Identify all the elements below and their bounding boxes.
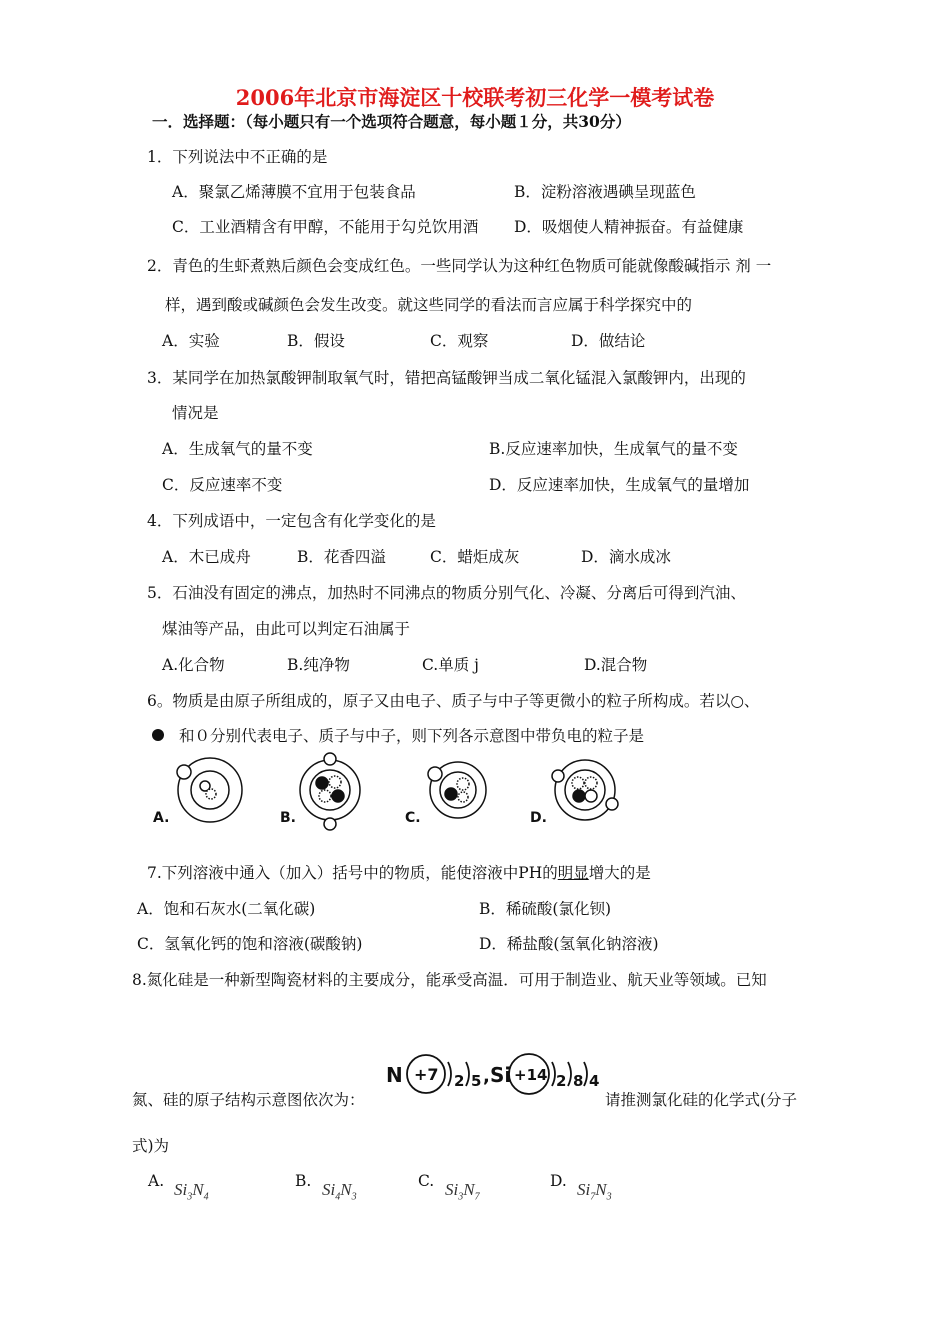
q8-stem-line2-start: 氮、硅的原子结构示意图依次为： bbox=[132, 1091, 365, 1109]
silicon-shell-3: 4 bbox=[589, 1072, 600, 1090]
q8-option-c-label: C. bbox=[418, 1172, 435, 1190]
q3-stem-line2: 情况是 bbox=[172, 404, 219, 422]
diagram-label-d: D. bbox=[530, 810, 547, 826]
q7-option-b: B．稀硫酸(氯化钡) bbox=[479, 900, 611, 918]
q5-stem-line1: 5．石油没有固定的沸点，加热时不同沸点的物质分别气化、冷凝、分离后可得到汽油、 bbox=[147, 584, 746, 602]
proton-dot-icon bbox=[152, 729, 164, 741]
q5-stem-line2: 煤油等产品，由此可以判定石油属于 bbox=[162, 620, 411, 638]
q2-stem-line2: 样，遇到酸或碱颜色会发生改变。就这些同学的看法而言应属于科学探究中的 bbox=[165, 296, 693, 314]
q4-option-d: D．滴水成冰 bbox=[581, 548, 671, 566]
q8-option-a-formula: $Si_3N_4$ bbox=[174, 1180, 209, 1203]
q8-option-c-formula: $Si_3N_7$ bbox=[445, 1180, 480, 1203]
q2-option-c: C．观察 bbox=[430, 332, 489, 350]
q1-option-d: D．吸烟使人精神振奋。有益健康 bbox=[514, 218, 744, 236]
nitrogen-symbol: N bbox=[386, 1063, 403, 1087]
q8-option-d-label: D. bbox=[550, 1172, 567, 1190]
q5-option-b: B.纯净物 bbox=[287, 656, 350, 674]
q3-stem-line1: 3．某同学在加热氯酸钾制取氧气时，错把高锰酸钾当成二氧化锰混入氯酸钾内，出现的 bbox=[147, 369, 746, 387]
atom-diagrams bbox=[150, 752, 650, 834]
q7-option-a: A．饱和石灰水(二氧化碳) bbox=[137, 900, 316, 918]
diagram-label-a: A. bbox=[153, 810, 170, 826]
silicon-shell-1: 2 bbox=[556, 1072, 567, 1090]
atomic-structure-diagram bbox=[384, 1050, 604, 1100]
q1-option-a: A．聚氯乙烯薄膜不宜用于包装食品 bbox=[172, 183, 416, 201]
q7-stem-start: 7.下列溶液中通入（加入）括号中的物质，能使溶液中PH的 bbox=[147, 864, 558, 882]
atom-diagram-d bbox=[552, 760, 618, 820]
q2-option-b: B．假设 bbox=[287, 332, 345, 350]
q8-option-b-formula: $Si_4N_3$ bbox=[322, 1180, 357, 1203]
diagram-label-c: C. bbox=[405, 810, 421, 826]
section-heading: 一．选择题：（每小题只有一个选项符合题意，每小题１分，共30分） bbox=[152, 112, 631, 131]
q7-stem-underlined: 明显 bbox=[557, 864, 589, 882]
page-title: 2006年北京市海淀区十校联考初三化学一模考试卷 bbox=[235, 85, 715, 110]
q4-stem: 4．下列成语中，一定包含有化学变化的是 bbox=[147, 512, 436, 530]
q4-option-b: B．花香四溢 bbox=[297, 548, 386, 566]
q8-option-d-formula: $Si_7N_3$ bbox=[577, 1180, 612, 1203]
q8-stem-line2-end: 请推测氯化硅的化学式(分子 bbox=[605, 1091, 798, 1109]
nitrogen-nucleus-charge: +7 bbox=[414, 1065, 439, 1084]
q3-option-a: A．生成氧气的量不变 bbox=[162, 440, 313, 458]
q5-option-a: A.化合物 bbox=[162, 656, 225, 674]
atom-diagram-b bbox=[300, 753, 360, 830]
q8-option-a-label: A. bbox=[148, 1172, 165, 1190]
atom-diagram-a bbox=[177, 758, 242, 822]
q6-stem-line1: 6。物质是由原子所组成的，原子又由电子、质子与中子等更微小的粒子所构成。若以○、 bbox=[147, 692, 760, 710]
q1-stem: 1．下列说法中不正确的是 bbox=[147, 148, 328, 166]
q2-stem-line1: 2．青色的生虾煮熟后颜色会变成红色。一些同学认为这种红色物质可能就像酸碱指示 剂 一 bbox=[147, 257, 772, 275]
q5-option-d: D.混合物 bbox=[584, 656, 648, 674]
nitrogen-shell-1: 2 bbox=[454, 1072, 465, 1090]
q5-option-c: C.单质 j bbox=[422, 656, 479, 674]
diagram-separator: , bbox=[483, 1066, 490, 1087]
q3-option-b: B.反应速率加快，生成氧气的量不变 bbox=[489, 440, 738, 458]
nitrogen-shell-2: 5 bbox=[471, 1072, 482, 1090]
q7-option-d: D．稀盐酸(氢氧化钠溶液) bbox=[479, 935, 659, 953]
q8-stem-line1: 8.氮化硅是一种新型陶瓷材料的主要成分，能承受高温．可用于制造业、航天业等领域。已知 bbox=[132, 971, 767, 989]
atom-diagram-c bbox=[428, 762, 486, 818]
silicon-shell-2: 8 bbox=[573, 1072, 584, 1090]
q6-stem-line2: 和０分别代表电子、质子与中子，则下列各示意图中带负电的粒子是 bbox=[179, 727, 645, 745]
q4-option-c: C．蜡炬成灰 bbox=[430, 548, 520, 566]
q7-option-c: C．氢氧化钙的饱和溶液(碳酸钠) bbox=[137, 935, 363, 953]
q1-option-c: C．工业酒精含有甲醇，不能用于勾兑饮用酒 bbox=[172, 218, 479, 236]
q8-stem-line3: 式)为 bbox=[132, 1137, 170, 1155]
q2-option-d: D．做结论 bbox=[571, 332, 646, 350]
q7-stem bbox=[147, 861, 651, 883]
q7-stem-end: 增大的是 bbox=[588, 864, 651, 882]
silicon-nucleus-charge: +14 bbox=[514, 1066, 548, 1084]
q8-option-b-label: B. bbox=[295, 1172, 312, 1190]
q2-option-a: A．实验 bbox=[162, 332, 220, 350]
q3-option-d: D．反应速率加快，生成氧气的量增加 bbox=[489, 476, 750, 494]
silicon-symbol: Si bbox=[490, 1063, 512, 1087]
q4-option-a: A．木已成舟 bbox=[162, 548, 251, 566]
q1-option-b: B．淀粉溶液遇碘呈现蓝色 bbox=[514, 183, 696, 201]
q3-option-c: C．反应速率不变 bbox=[162, 476, 283, 494]
diagram-label-b: B. bbox=[280, 810, 296, 826]
